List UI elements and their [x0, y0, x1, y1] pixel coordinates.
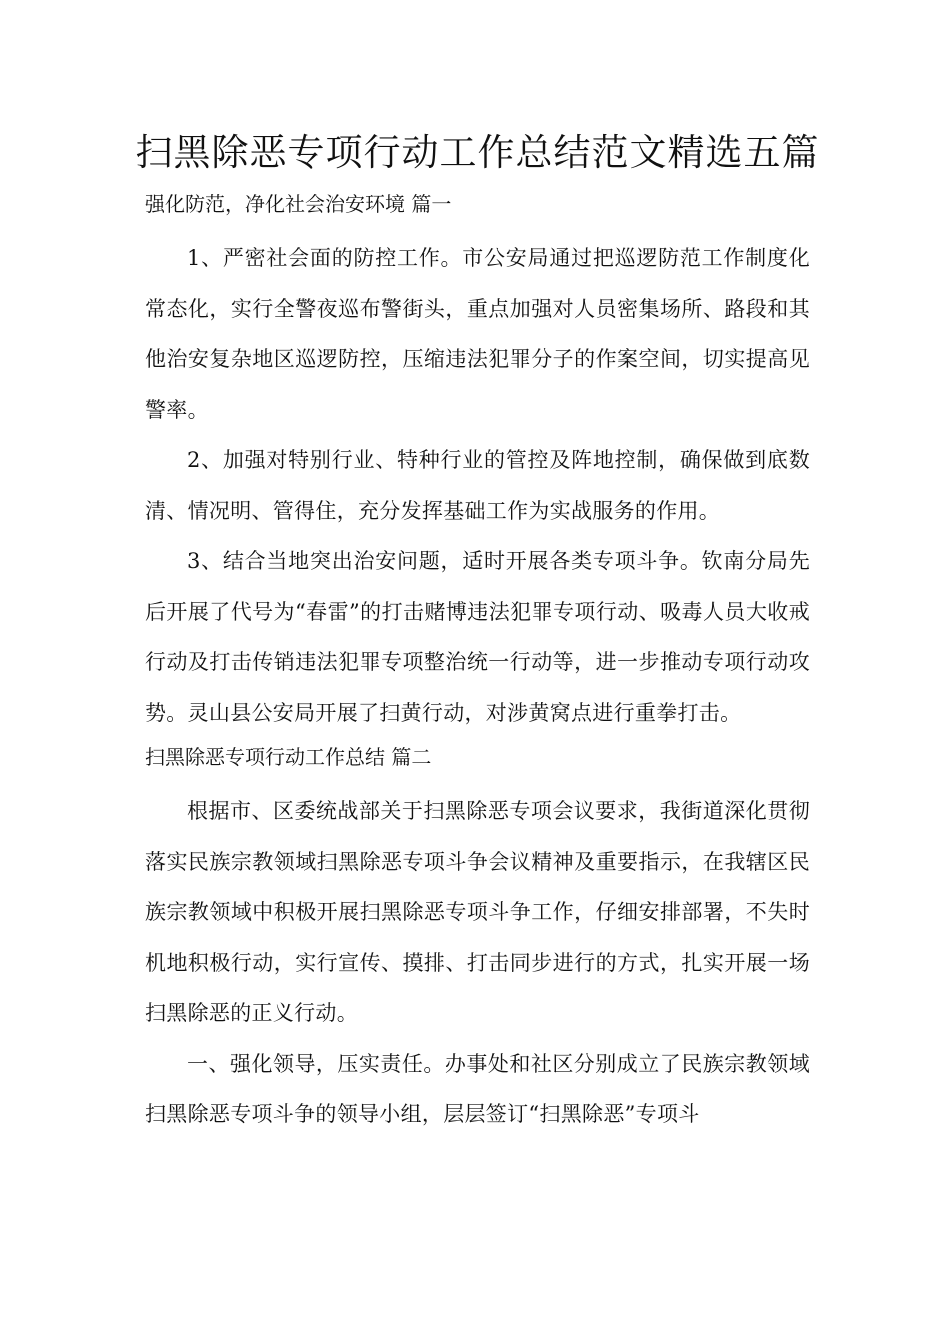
paragraph: 1、严密社会面的防控工作。市公安局通过把巡逻防范工作制度化常态化，实行全警夜巡布警街头，重点加强对人员密集场所、路段和其他治安复杂地区巡逻防控，压缩违法犯罪分子的作案空间，切实提高见警率。: [145, 246, 810, 422]
section-heading-1: 强化防范，净化社会治安环境 篇一: [145, 192, 452, 216]
paragraph: 3、结合当地突出治安问题，适时开展各类专项斗争。钦南分局先后开展了代号为“春雷”的打击赌博违法犯罪专项行动、吸毒人员大收戒行动及打击传销违法犯罪专项整治统一行动等，进一步推动专项行动攻势。灵山县公安局开展了扫黄行动，对涉黄窝点进行重拳打击。: [145, 549, 810, 725]
section-heading-2: 扫黑除恶专项行动工作总结 篇二: [145, 745, 432, 769]
document-page: [135, 128, 820, 1140]
paragraph: 2、加强对特别行业、特种行业的管控及阵地控制，确保做到底数清、情况明、管得住，充分发挥基础工作为实战服务的作用。: [145, 448, 810, 523]
paragraph: 一、强化领导，压实责任。办事处和社区分别成立了民族宗教领域扫黑除恶专项斗争的领导小组，层层签订“扫黑除恶”专项斗: [145, 1051, 810, 1126]
document-title: 扫黑除恶专项行动工作总结范文精选五篇: [135, 131, 820, 174]
paragraph: 根据市、区委统战部关于扫黑除恶专项会议要求，我街道深化贯彻落实民族宗教领域扫黑除恶专项斗争会议精神及重要指示，在我辖区民族宗教领域中积极开展扫黑除恶专项斗争工作，仔细安排部署，不失时机地积极行动，实行宣传、摸排、打击同步进行的方式，扎实开展一场扫黑除恶的正义行动。: [145, 799, 810, 1025]
